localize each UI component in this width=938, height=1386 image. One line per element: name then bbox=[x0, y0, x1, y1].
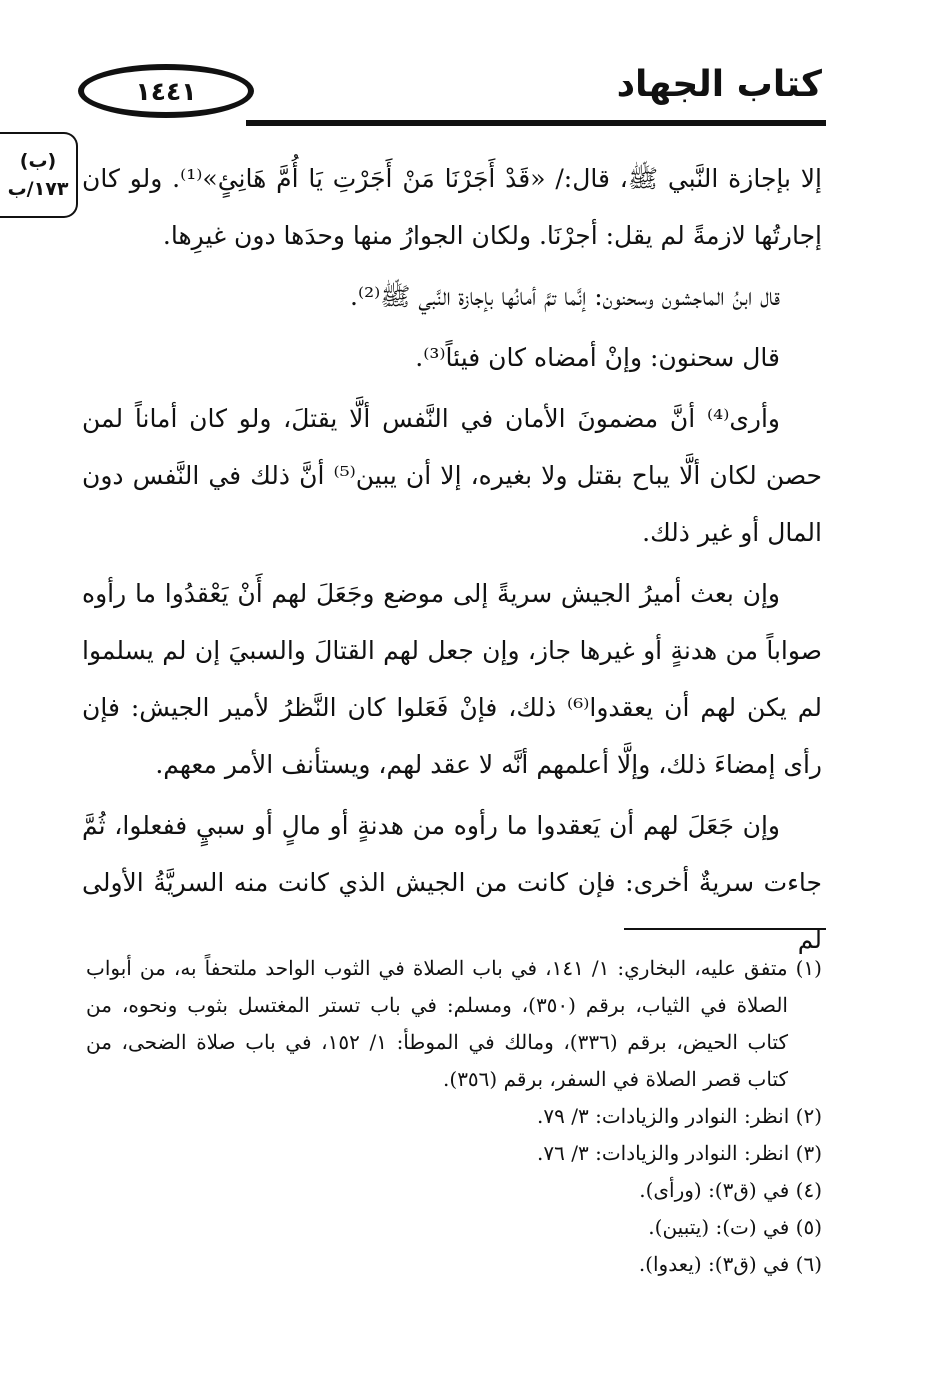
paragraph-1: إلا بإجازة النَّبي ﷺ، قال:/ «قَدْ أَجَرْنَا مَنْ أَجَرْتِ يَا أُمَّ هَانِئٍ»⁽¹⁾. ولو كان إجارتُها لازمةً لم يقل: أجرْنَا. ولكان الجوارُ منها وحدَها دون غيرِها. bbox=[82, 164, 823, 250]
folio-note-line-2: ١٧٣/ب bbox=[7, 178, 69, 200]
paragraph-6: وإن جَعَلَ لهم أن يَعقدوا ما رأوه من هدنةٍ أو مالٍ أو سبيٍ ففعلوا، ثُمَّ جاءت سريةٌ أخرى: فإن كانت من الجيش الذي كانت منه السريَّةُ الأولى لم bbox=[82, 811, 822, 954]
manuscript-folio-note bbox=[0, 132, 78, 218]
header-rule bbox=[246, 120, 826, 126]
footnote-5: (٥) في (ت): (يتبين). bbox=[648, 1215, 822, 1239]
book-title: كتاب الجهاد bbox=[616, 64, 822, 105]
footnote-4: (٤) في (ق٣): (ورأى). bbox=[639, 1178, 822, 1202]
footnote-3: (٣) انظر: النوادر والزيادات: ٣/ ٧٦. bbox=[537, 1141, 822, 1165]
paragraph-2: قال ابنُ الماجشون وسحنون: إنَّما تمَّ أمانُها بإجازة النَّبي ﷺ⁽²⁾. bbox=[350, 282, 780, 311]
page-header bbox=[70, 56, 826, 126]
footnotes bbox=[86, 950, 822, 1283]
paragraph-4: وأرى⁽⁴⁾ أنَّ مضمونَ الأمان في النَّفس ألَّا يقتلَ، ولو كان أماناً لمن حصن لكان ألَّا يباح بقتل ولا بغيره، إلا أن يبين⁽⁵⁾ أنَّ ذلك في النَّفس دون المال أو غير ذلك. bbox=[82, 404, 822, 547]
page-number: ١٤٤١ bbox=[135, 76, 197, 106]
paragraph-5: وإن بعث أميرُ الجيش سريةً إلى موضع وجَعَلَ لهم أَنْ يَعْقدُوا ما رأوه صواباً من هدنةٍ أو غيرها جاز، وإن جعل لهم القتالَ والسبيَ إن لم يسلموا لم يكن لهم أن يعقدوا⁽⁶⁾ ذلك، فإنْ فَعَلوا كان النَّظرُ لأمير الجيش: فإن رأى إمضاءَ ذلك، وإلَّا أعلمهم أنَّه لا عقد لهم، ويستأنف الأمر معهم. bbox=[82, 579, 822, 779]
paragraph-3: قال سحنون: وإنْ أمضاه كان فيئاً⁽³⁾. bbox=[415, 343, 780, 372]
footnote-6: (٦) في (ق٣): (يعدوا). bbox=[638, 1252, 822, 1276]
folio-note-line-1: (ب) bbox=[19, 150, 57, 172]
footnote-2: (٢) انظر: النوادر والزيادات: ٣/ ٧٩. bbox=[537, 1104, 822, 1128]
footnote-1: (١) متفق عليه، البخاري: ١/ ١٤١، في باب الصلاة في الثوب الواحد ملتحفاً به، من أبواب الصلاة في الثياب، برقم (٣٥٠)، ومسلم: في باب تستر المغتسل بثوب ونحوه، من كتاب الحيض، برقم (٣٣٦)، ومالك في الموطأ: ١/ ١٥٢، في باب صلاة الضحى، من كتاب قصر الصلاة في السفر، برقم (٣٥٦). bbox=[86, 956, 822, 1091]
page-number-badge bbox=[78, 64, 254, 118]
footnote-separator bbox=[624, 928, 826, 930]
main-text bbox=[82, 150, 822, 972]
